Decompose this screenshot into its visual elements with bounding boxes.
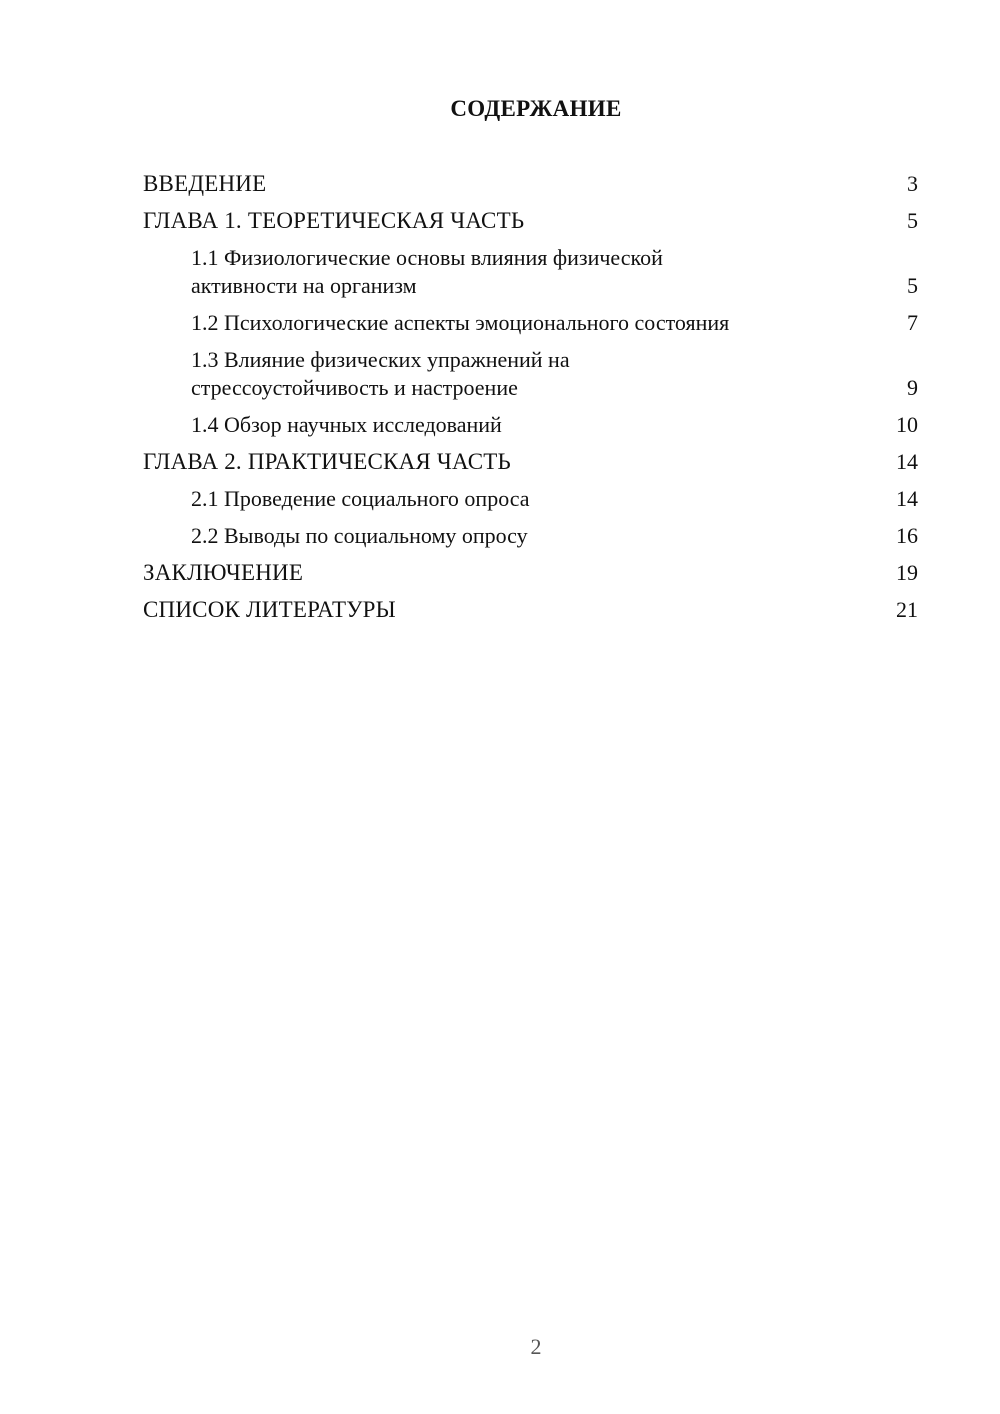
toc-item-label: СПИСОК ЛИТЕРАТУРЫ bbox=[143, 597, 396, 622]
toc-item-label: 2.2 Выводы по социальному опросу bbox=[191, 523, 528, 548]
toc-item-label-line-2: стрессоустойчивость и настроение bbox=[191, 375, 518, 400]
toc-item-page: 14 bbox=[896, 449, 918, 474]
toc-item-label: 1.2 Психологические аспекты эмоционального состояния bbox=[191, 310, 730, 335]
toc-item-section-1-4[interactable] bbox=[143, 411, 918, 439]
toc-item-chapter-2[interactable] bbox=[143, 448, 918, 476]
toc-item-label: ЗАКЛЮЧЕНИЕ bbox=[143, 560, 304, 585]
toc-item-page: 16 bbox=[896, 523, 918, 548]
toc-item-label bbox=[191, 244, 663, 300]
toc-item-label: 1.4 Обзор научных исследований bbox=[191, 412, 502, 437]
toc-item-page: 5 bbox=[907, 208, 918, 233]
toc-item-page: 19 bbox=[896, 560, 918, 585]
toc-item-page: 7 bbox=[907, 310, 918, 335]
table-of-contents bbox=[143, 170, 918, 633]
toc-item-label-line-1: 1.1 Физиологические основы влияния физической bbox=[191, 245, 663, 270]
toc-item-references[interactable] bbox=[143, 596, 918, 624]
toc-item-section-1-3[interactable] bbox=[143, 346, 918, 402]
toc-item-label bbox=[191, 346, 570, 402]
toc-item-section-1-2[interactable] bbox=[143, 309, 918, 337]
toc-item-section-2-2[interactable] bbox=[143, 522, 918, 550]
toc-item-label: 2.1 Проведение социального опроса bbox=[191, 486, 530, 511]
toc-item-page: 21 bbox=[896, 597, 918, 622]
page-number: 2 bbox=[530, 1334, 542, 1359]
toc-item-chapter-1[interactable] bbox=[143, 207, 918, 235]
toc-item-label: ГЛАВА 2. ПРАКТИЧЕСКАЯ ЧАСТЬ bbox=[143, 449, 511, 474]
toc-item-label-line-2: активности на организм bbox=[191, 273, 417, 298]
toc-item-conclusion[interactable] bbox=[143, 559, 918, 587]
toc-item-page: 9 bbox=[907, 375, 918, 400]
toc-item-introduction[interactable] bbox=[143, 170, 918, 198]
toc-item-label-line-1: 1.3 Влияние физических упражнений на bbox=[191, 347, 570, 372]
toc-item-page: 14 bbox=[896, 486, 918, 511]
toc-item-page: 10 bbox=[896, 412, 918, 437]
toc-item-page: 5 bbox=[907, 273, 918, 298]
toc-item-section-1-1[interactable] bbox=[143, 244, 918, 300]
toc-item-label: ВВЕДЕНИЕ bbox=[143, 171, 267, 196]
toc-title: СОДЕРЖАНИЕ bbox=[450, 96, 622, 121]
toc-item-label: ГЛАВА 1. ТЕОРЕТИЧЕСКАЯ ЧАСТЬ bbox=[143, 208, 525, 233]
toc-item-section-2-1[interactable] bbox=[143, 485, 918, 513]
toc-item-page: 3 bbox=[907, 171, 918, 196]
